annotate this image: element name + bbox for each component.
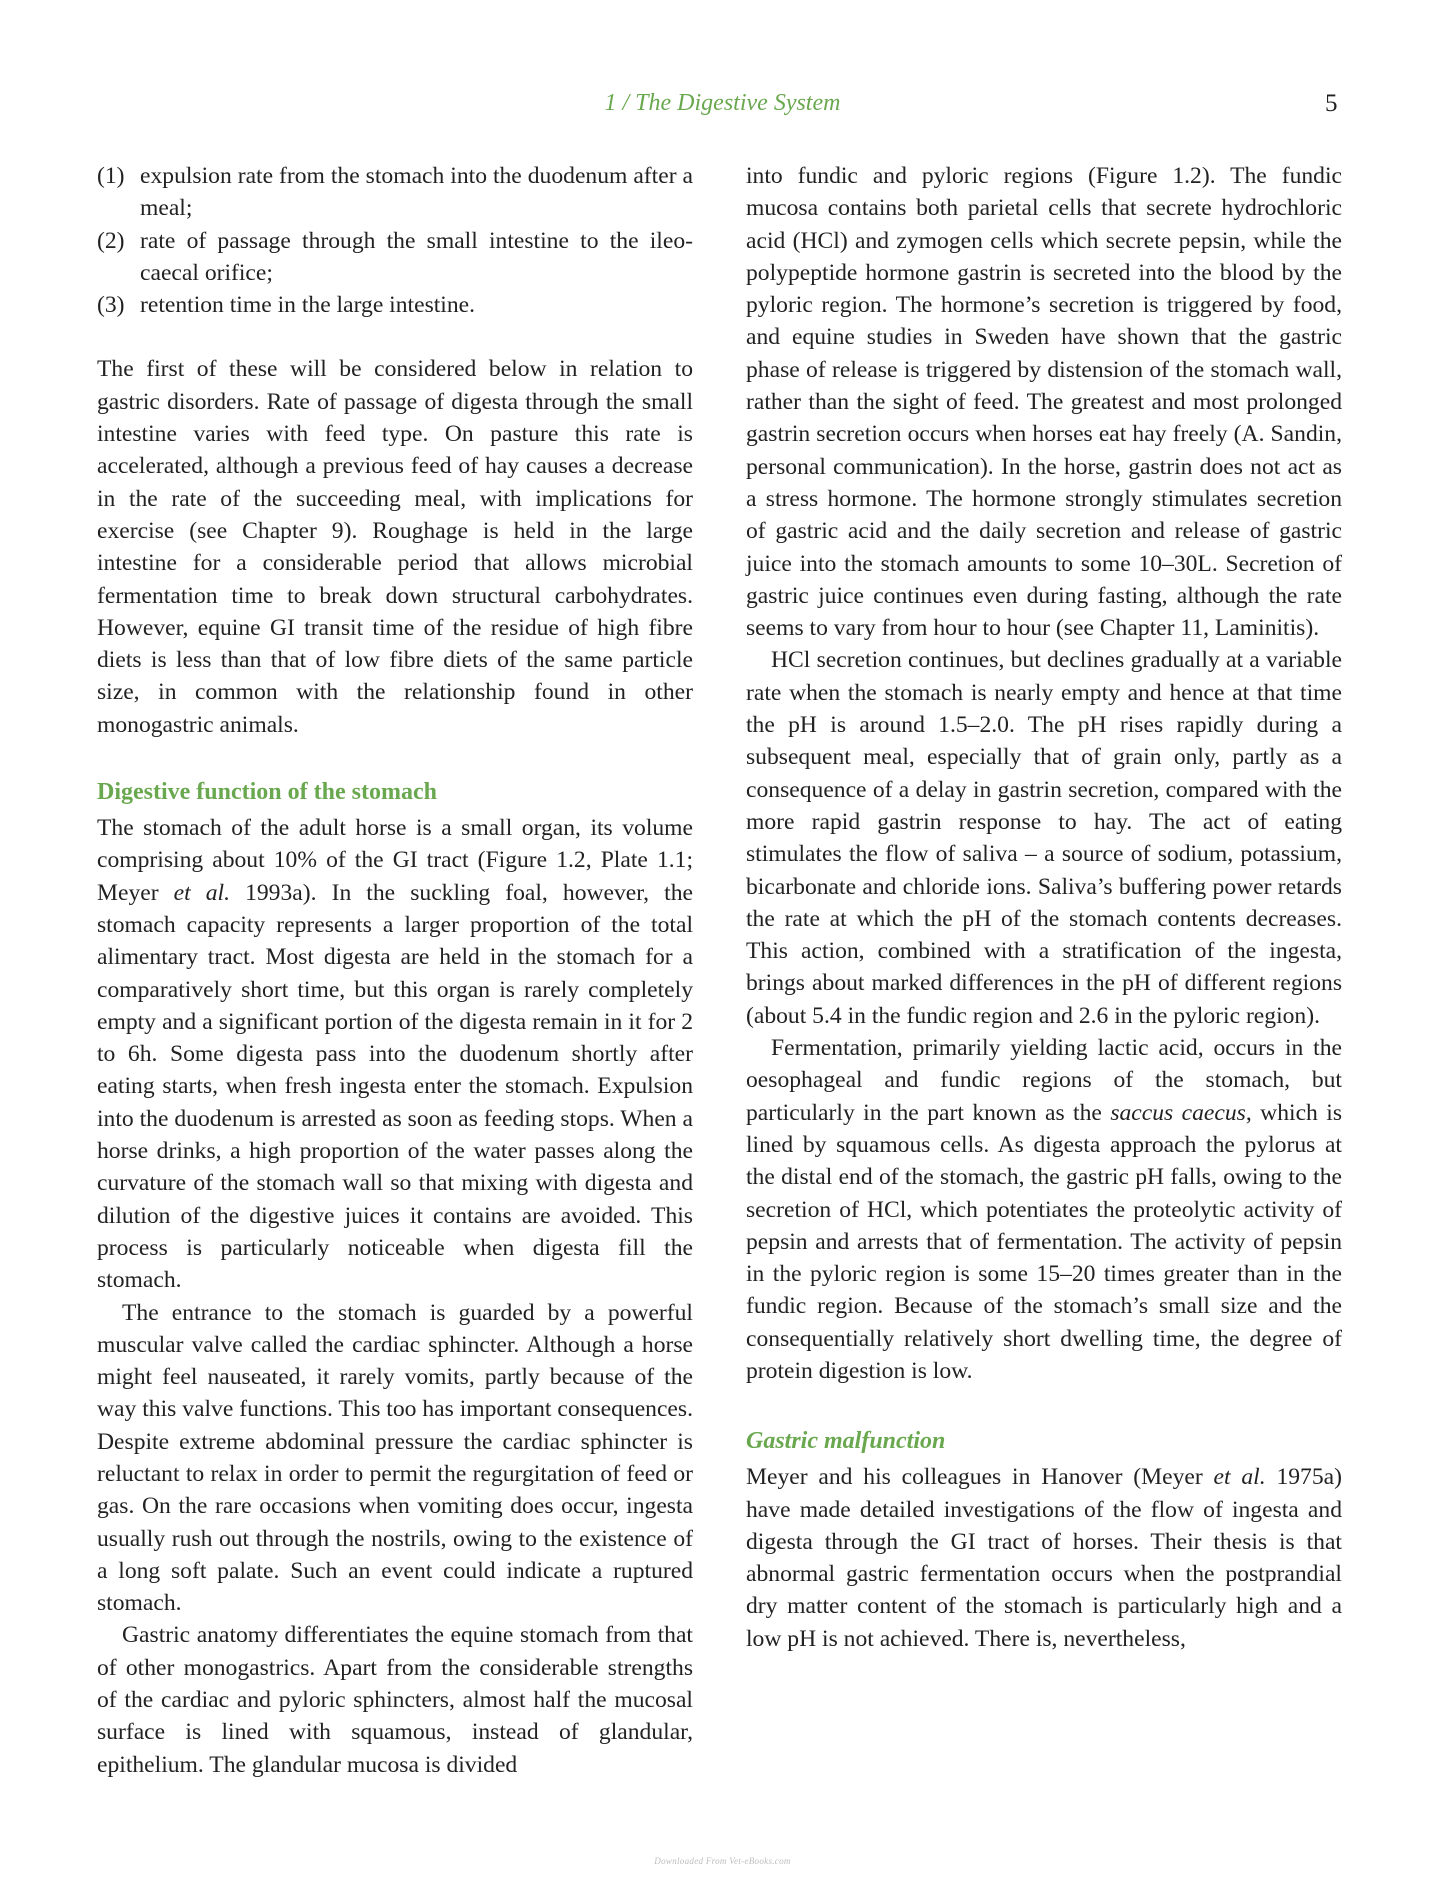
- paragraph-fermentation: [746, 1032, 1342, 1387]
- paragraph-text: 1993a). In the suckling foal, however, the stomach capacity represents a larger proportion of the total alimentary tract. Most digesta are held in the stomach for a comparatively short time, but this organ is rarely completely empty and a significant portion of the digesta remain in it for 2 to 6h. Some digesta pass into the duodenum shortly after eating starts, when fresh ingesta enter the stomach. Expulsion into the duodenum is arrested as soon as feeding stops. When a horse drinks, a high proportion of the water passes along the curvature of the stomach wall so that mixing with digesta and dilution of the digestive juices it contains are avoided. This process is particularly noticeable when digesta fill the stomach.: [97, 879, 693, 1294]
- left-column: [97, 160, 693, 1781]
- citation-et-al: et al.: [173, 879, 231, 906]
- list-item-text: expulsion rate from the stomach into the duodenum after a meal;: [140, 163, 693, 222]
- footer-watermark: Downloaded From Vet-eBooks.com: [654, 1856, 791, 1866]
- paragraph-rate-of-passage: The first of these will be considered below in relation to gastric disorders. Rate of passage of digesta through the small intestine varies with feed type. On pasture this rate is accelerated, although a previous feed of hay causes a decrease in the rate of the succeeding meal, with implications for exercise (see Chapter 9). Roughage is held in the large intestine for a considerable period that allows microbial fermentation time to break down structural carbohydrates. However, equine GI transit time of the residue of high fibre diets is less than that of low fibre diets of the same particle size, in common with the relationship found in other monogastric animals.: [97, 356, 693, 738]
- paragraph-stomach-volume: [97, 812, 693, 1296]
- list-item: [97, 289, 693, 321]
- list-item-text: rate of passage through the small intestine to the ileocaecal orifice;: [140, 227, 693, 286]
- term-saccus-caecus: saccus caecus: [1110, 1099, 1246, 1126]
- list-item-text: retention time in the large intestine.: [140, 292, 476, 319]
- paragraph-gastric-anatomy: Gastric anatomy differentiates the equine stomach from that of other monogastrics. Apart from the considerable strengths of the cardiac and pyloric sphincters, almost half the mucosal surface is lined with squamous, instead of glandular, epithelium. The glandular mucosa is divided: [97, 1622, 693, 1778]
- running-head-title: 1 / The Digestive System: [604, 90, 841, 116]
- paragraph-text: Meyer and his colleagues in Hanover (Meyer: [746, 1464, 1214, 1491]
- paragraph-text: The stomach of the adult horse is a small organ, its volume comprising about 10% of the GI tract (Figure 1.2, Plate 1.1; Meyer: [97, 815, 693, 906]
- page-number: 5: [1325, 90, 1338, 117]
- list-item-number: (2): [97, 227, 125, 254]
- passage-stage-list: [97, 160, 693, 321]
- paragraph-cardiac-sphincter: The entrance to the stomach is guarded by a powerful muscular valve called the cardiac sphincter. Although a horse might feel nauseated, it rarely vomits, partly because of the way this valve functions. This too has important consequences. Despite extreme abdominal pressure the cardiac sphincter is reluctant to relax in order to permit the regurgitation of feed or gas. On the rare occasions when vomiting does occur, ingesta usually rush out through the nostrils, owing to the existence of a long soft palate. Such an event could indicate a ruptured stomach.: [97, 1299, 693, 1617]
- list-item: [97, 225, 693, 290]
- paragraph-fundic-regions: into fundic and pyloric regions (Figure 1.2). The fundic mucosa contains both parietal cells that secrete hydrochloric acid (HCl) and zymogen cells which secrete pepsin, while the polypeptide hormone gastrin is secreted into the blood by the pyloric region. The hormone’s secretion is triggered by food, and equine studies in Sweden have shown that the gastric phase of release is triggered by distension of the stomach wall, rather than the sight of feed. The greatest and most prolonged gastrin secretion occurs when horses eat hay freely (A. Sandin, personal communication). In the horse, gastrin does not act as a stress hormone. The hormone strongly stimulates secretion of gastric acid and the daily secretion and release of gastric juice into the stomach amounts to some 10–30L. Secretion of gastric juice continues even during fasting, although the rate seems to vary from hour to hour (see Chapter 11, Laminitis).: [746, 163, 1342, 642]
- citation-et-al: et al.: [1213, 1464, 1266, 1491]
- paragraph-text: Fermentation, primarily yielding lactic acid, occurs in the oesophageal and fundic regions of the stomach, but particularly in the part known as the: [746, 1035, 1342, 1126]
- list-item-number: (1): [97, 163, 125, 189]
- list-item-number: (3): [97, 292, 125, 319]
- paragraph-hcl-secretion: HCl secretion continues, but declines gradually at a variable rate when the stomach is nearly empty and hence at that time the pH is around 1.5–2.0. The pH rises rapidly during a subsequent meal, especially that of grain only, partly as a consequence of a delay in gastrin secretion, compared with the more rapid gastrin response to hay. The act of eating stimulates the flow of saliva – a source of sodium, potassium, bicarbonate and chloride ions. Saliva’s buffering power retards the rate at which the pH of the stomach contents decreases. This action, combined with a stratification of the ingesta, brings about marked differences in the pH of different regions (about 5.4 in the fundic region and 2.6 in the pyloric region).: [746, 647, 1342, 1029]
- list-item: [97, 160, 693, 225]
- paragraph-text: , which is lined by squamous cells. As digesta approach the pylorus at the distal end of the stomach, the gastric pH falls, owing to the secretion of HCl, which potentiates the proteolytic activity of pepsin and arrests that of fermentation. The activity of pepsin in the pyloric region is some 15–20 times greater than in the fundic region. Because of the stomach’s small size and the consequentially relatively short dwelling time, the degree of protein digestion is low.: [746, 1099, 1342, 1384]
- section-heading-stomach: Digestive function of the stomach: [97, 779, 437, 806]
- right-column: [746, 160, 1342, 1655]
- subsection-heading-malfunction: Gastric malfunction: [746, 1428, 946, 1455]
- paragraph-text: 1975a) have made detailed investigations of the flow of ingesta and digesta through the GI tract of horses. Their thesis is that abnormal gastric fermentation occurs when the postprandial dry matter content of the stomach is particularly high and a low pH is not achieved. There is, nevertheless,: [746, 1464, 1342, 1652]
- paragraph-gastric-malfunction: [746, 1461, 1342, 1655]
